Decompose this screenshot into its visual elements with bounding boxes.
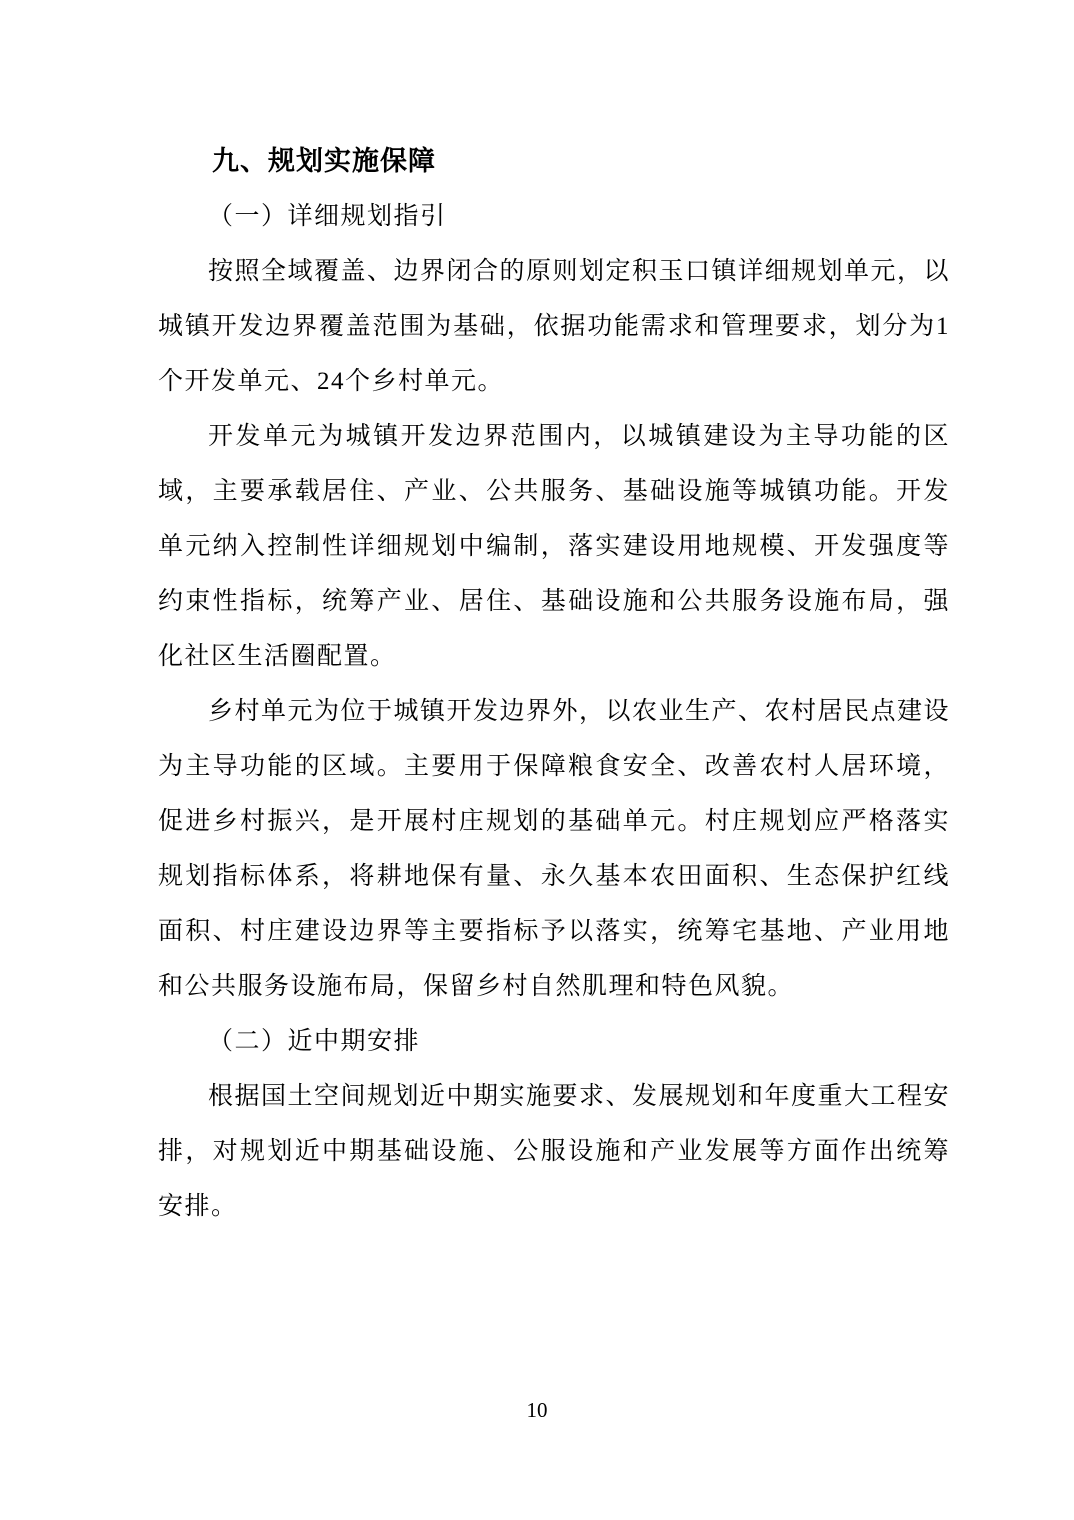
document-content bbox=[158, 134, 950, 1234]
subsection-heading-1: （一）详细规划指引 bbox=[208, 203, 447, 230]
paragraph-detailed-planning-units: 按照全域覆盖、边界闭合的原则划定积玉口镇详细规划单元，以城镇开发边界覆盖范围为基础，依据功能需求和管理要求，划分为1个开发单元、24个乡村单元。 bbox=[158, 258, 951, 395]
paragraph-rural-units: 乡村单元为位于城镇开发边界外，以农业生产、农村居民点建设为主导功能的区域。主要用于保障粮食安全、改善农村人居环境，促进乡村振兴，是开展村庄规划的基础单元。村庄规划应严格落实规划指标体系，将耕地保有量、永久基本农田面积、生态保护红线面积、村庄建设边界等主要指标予以落实，统筹宅基地、产业用地和公共服务设施布局，保留乡村自然肌理和特色风貌。 bbox=[158, 698, 951, 1000]
subsection-heading-2: （二）近中期安排 bbox=[208, 1028, 421, 1055]
section-heading: 九、规划实施保障 bbox=[212, 146, 436, 176]
paragraph-near-mid-term-arrangement: 根据国土空间规划近中期实施要求、发展规划和年度重大工程安排，对规划近中期基础设施、公服设施和产业发展等方面作出统筹安排。 bbox=[158, 1083, 951, 1220]
page-number: 10 bbox=[526, 1398, 548, 1422]
paragraph-development-units: 开发单元为城镇开发边界范围内，以城镇建设为主导功能的区域，主要承载居住、产业、公共服务、基础设施等城镇功能。开发单元纳入控制性详细规划中编制，落实建设用地规模、开发强度等约束性指标，统筹产业、居住、基础设施和公共服务设施布局，强化社区生活圈配置。 bbox=[158, 423, 950, 670]
